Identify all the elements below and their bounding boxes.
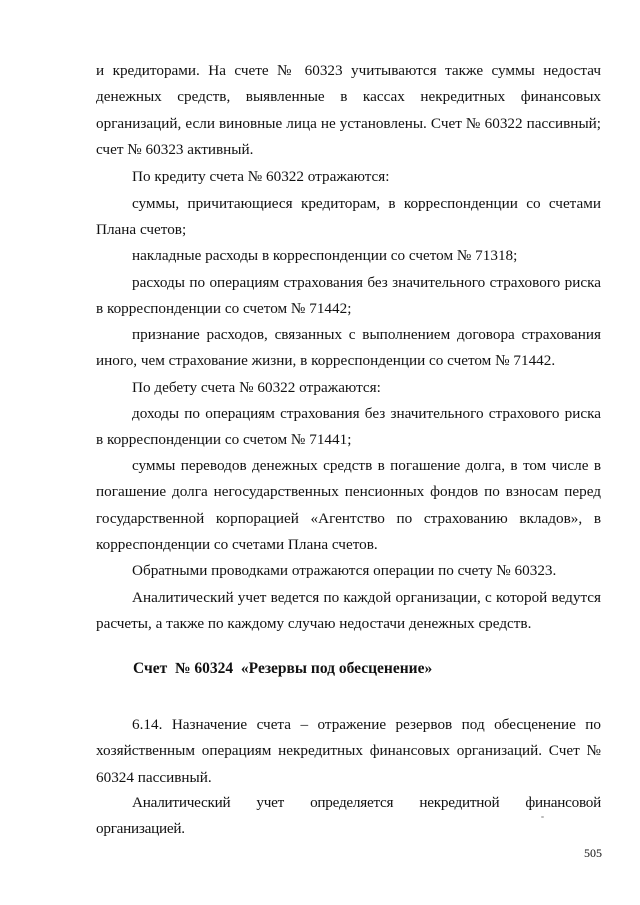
paragraph-5: расходы по операциям страхования без значительного страхового риска в корреспонденции со счетом № 71442; [96, 274, 601, 318]
paragraph-9: суммы переводов денежных средств в погашение долга, в том числе в погашение долга негосударственных пенсионных фондов по взносам перед государственной корпорацией «Агентство по страхованию вкладов», в корреспонденции со счетами Плана счетов. [96, 457, 601, 554]
section-paragraph-2: Аналитический учет определяется некредитной финансовой организацией. [96, 794, 601, 838]
section-heading: Счет № 60324 «Резервы под обесценение» [133, 660, 433, 677]
scan-speck [541, 816, 544, 818]
paragraph-11: Аналитический учет ведется по каждой организации, с которой ведутся расчеты, а также по каждому случаю недостачи денежных средств. [96, 589, 601, 633]
paragraph-7: По дебету счета № 60322 отражаются: [132, 379, 381, 396]
paragraph-1: и кредиторами. На счете № 60323 учитываются также суммы недостач денежных средств, выявленные в кассах некредитных финансовых организаций, если виновные лица не установлены. Счет № 60322 пассивный; счет № 60323 активный. [96, 62, 601, 159]
paragraph-3: суммы, причитающиеся кредиторам, в корреспонденции со счетами Плана счетов; [96, 195, 601, 239]
paragraph-4: накладные расходы в корреспонденции со счетом № 71318; [132, 247, 518, 264]
paragraph-6: признание расходов, связанных с выполнением договора страхования иного, чем страхование жизни, в корреспонденции со счетом № 71442. [96, 326, 601, 370]
paragraph-2: По кредиту счета № 60322 отражаются: [132, 168, 390, 185]
paragraph-8: доходы по операциям страхования без значительного страхового риска в корреспонденции со счетом № 71441; [96, 405, 601, 449]
paragraph-10: Обратными проводками отражаются операции по счету № 60323. [132, 562, 557, 579]
page-number: 505 [584, 846, 602, 860]
section-paragraph-1: 6.14. Назначение счета – отражение резервов под обесценение по хозяйственным операциям некредитных финансовых организаций. Счет № 60324 пассивный. [96, 716, 601, 786]
